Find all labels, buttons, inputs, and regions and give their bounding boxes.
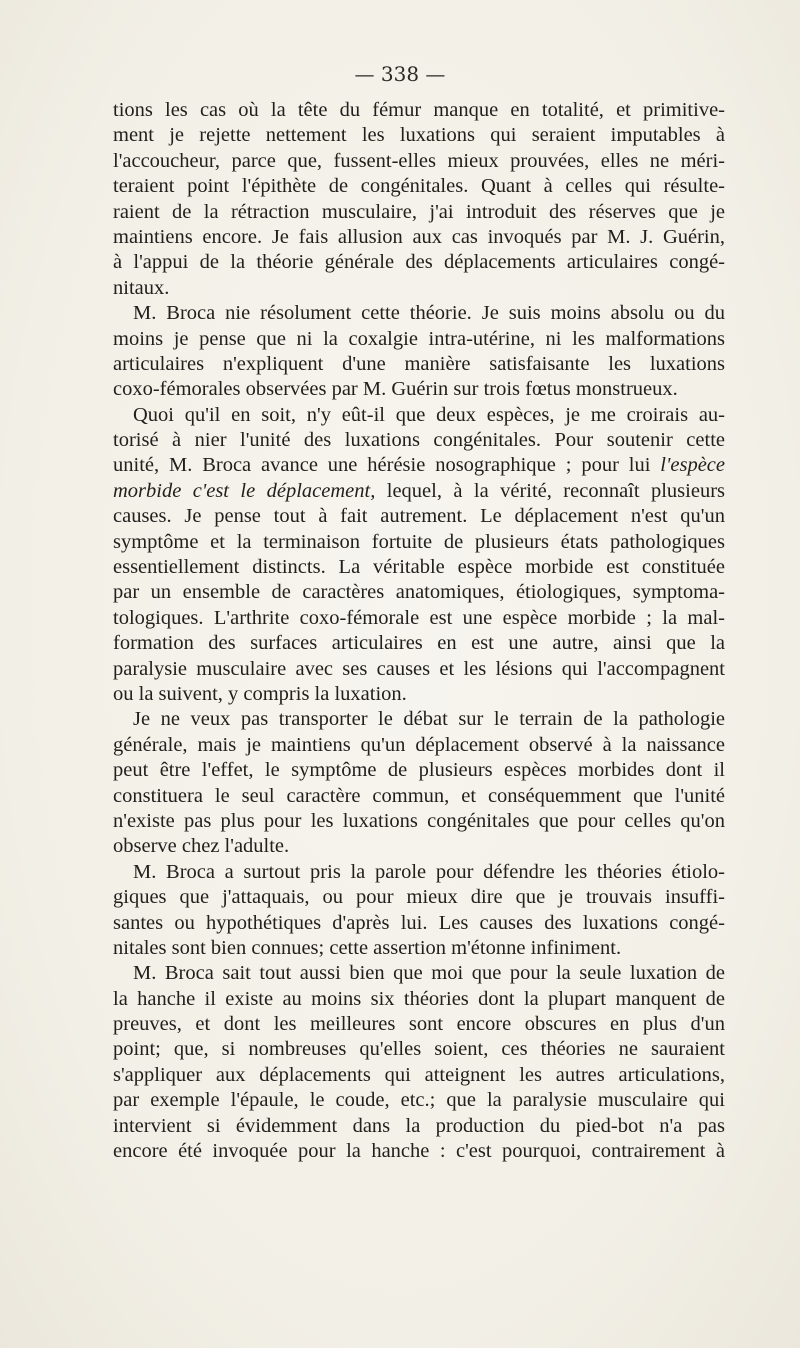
text-segment: M. Broca a surtout pris la parole pour défendre les théories étiolo- bbox=[133, 860, 725, 883]
text-segment: nitaux. bbox=[113, 276, 170, 299]
text-line bbox=[113, 707, 725, 732]
text-line bbox=[113, 1139, 725, 1164]
text-segment: Je ne veux pas transporter le débat sur le terrain de la pathologie bbox=[133, 708, 725, 731]
text-line bbox=[113, 758, 725, 783]
text-segment: unité, M. Broca avance une hérésie nosographique ; pour lui bbox=[113, 454, 661, 477]
text-segment: par un ensemble de caractères anatomiques, étiologiques, symptoma- bbox=[113, 581, 725, 604]
text-line bbox=[113, 123, 725, 148]
text-segment: formation des surfaces articulaires en est une autre, ainsi que la bbox=[113, 632, 725, 655]
text-segment: M. Broca nie résolument cette théorie. Je suis moins absolu ou du bbox=[133, 302, 725, 325]
text-segment: coxo-fémorales observées par M. Guérin sur trois fœtus monstrueux. bbox=[113, 378, 678, 401]
text-segment: articulaires n'expliquent d'une manière satisfaisante les luxations bbox=[113, 352, 725, 375]
text-line bbox=[113, 479, 725, 504]
text-line bbox=[113, 733, 725, 758]
text-segment: paralysie musculaire avec ses causes et les lésions qui l'accompagnent bbox=[113, 657, 725, 680]
text-line bbox=[113, 377, 725, 402]
text-line bbox=[113, 631, 725, 656]
text-segment: à l'appui de la théorie générale des déplacements articulaires congé- bbox=[113, 251, 725, 274]
text-segment: observe chez l'adulte. bbox=[113, 835, 290, 858]
text-line bbox=[113, 809, 725, 834]
text-line bbox=[113, 555, 725, 580]
text-segment: torisé à nier l'unité des luxations congénitales. Pour soutenir cette bbox=[113, 429, 725, 452]
text-line bbox=[113, 149, 725, 174]
text-line bbox=[113, 834, 725, 859]
text-segment: ou la suivent, y compris la luxation. bbox=[113, 682, 407, 705]
text-segment: par exemple l'épaule, le coude, etc.; que la paralysie musculaire qui bbox=[113, 1089, 725, 1112]
text-segment: M. Broca sait tout aussi bien que moi que pour la seule luxation de bbox=[133, 962, 725, 985]
text-line bbox=[113, 657, 725, 682]
text-segment: moins je pense que ni la coxalgie intra-utérine, ni les malformations bbox=[113, 327, 725, 350]
text-segment: l'accoucheur, parce que, fussent-elles mieux prouvées, elles ne méri- bbox=[113, 149, 725, 172]
text-line bbox=[113, 961, 725, 986]
text-line bbox=[113, 225, 725, 250]
text-segment: preuves, et dont les meilleures sont encore obscures en plus d'un bbox=[113, 1013, 725, 1036]
text-segment: n'existe pas plus pour les luxations congénitales que pour celles qu'on bbox=[113, 809, 725, 832]
text-line bbox=[113, 1063, 725, 1088]
text-segment: point; que, si nombreuses qu'elles soient, ces théories ne sauraient bbox=[113, 1038, 725, 1061]
text-segment: causes. Je pense tout à fait autrement. Le déplacement n'est qu'un bbox=[113, 505, 725, 528]
text-line bbox=[113, 1114, 725, 1139]
text-line bbox=[113, 606, 725, 631]
text-line bbox=[113, 530, 725, 555]
text-segment: tions les cas où la tête du fémur manque en totalité, et primitive- bbox=[113, 99, 725, 121]
body-text bbox=[113, 98, 725, 1164]
text-line bbox=[113, 352, 725, 377]
text-line bbox=[113, 911, 725, 936]
text-segment: générale, mais je maintiens qu'un déplacement observé à la naissance bbox=[113, 733, 725, 756]
text-line bbox=[113, 98, 725, 123]
text-line bbox=[113, 250, 725, 275]
text-line bbox=[113, 885, 725, 910]
text-segment: tologiques. L'arthrite coxo-fémorale est une espèce morbide ; la mal- bbox=[113, 606, 725, 629]
text-segment: teraient point l'épithète de congénitales. Quant à celles qui résulte- bbox=[113, 175, 725, 198]
text-segment: essentiellement distincts. La véritable espèce morbide est constituée bbox=[113, 556, 725, 579]
text-segment: ment je rejette nettement les luxations qui seraient imputables à bbox=[113, 124, 725, 147]
text-line bbox=[113, 580, 725, 605]
text-segment: giques que j'attaquais, ou pour mieux dire que je trouvais insuffi- bbox=[113, 886, 725, 909]
text-line bbox=[113, 428, 725, 453]
page-number: — 338 — bbox=[354, 62, 446, 86]
text-line bbox=[113, 504, 725, 529]
text-segment: nitales sont bien connues; cette assertion m'étonne infiniment. bbox=[113, 936, 622, 959]
italic-text: morbide c'est le déplacement, bbox=[113, 479, 376, 502]
text-segment: la hanche il existe au moins six théories dont la plupart manquent de bbox=[113, 987, 725, 1010]
text-segment: peut être l'effet, le symptôme de plusieurs espèces morbides dont il bbox=[113, 759, 725, 782]
text-line bbox=[113, 1088, 725, 1113]
text-segment: santes ou hypothétiques d'après lui. Les causes des luxations congé- bbox=[113, 911, 725, 934]
text-line bbox=[113, 1037, 725, 1062]
text-line bbox=[113, 860, 725, 885]
text-line bbox=[113, 453, 725, 478]
text-line bbox=[113, 276, 725, 301]
text-line bbox=[113, 936, 725, 961]
text-line bbox=[113, 987, 725, 1012]
text-segment: s'appliquer aux déplacements qui atteignent les autres articulations, bbox=[113, 1063, 725, 1086]
text-segment: constituera le seul caractère commun, et conséquemment que l'unité bbox=[113, 784, 725, 807]
text-line bbox=[113, 403, 725, 428]
text-segment: lequel, à la vérité, reconnaît plusieurs bbox=[375, 479, 726, 502]
italic-text: l'espèce bbox=[660, 454, 725, 477]
text-line bbox=[113, 784, 725, 809]
text-segment: intervient si évidemment dans la production du pied-bot n'a pas bbox=[113, 1114, 725, 1137]
text-line bbox=[113, 301, 725, 326]
text-line bbox=[113, 327, 725, 352]
text-segment: maintiens encore. Je fais allusion aux cas invoqués par M. J. Guérin, bbox=[113, 225, 725, 248]
text-line bbox=[113, 174, 725, 199]
text-segment: encore été invoquée pour la hanche : c'est pourquoi, contrairement à bbox=[113, 1140, 725, 1163]
text-line bbox=[113, 1012, 725, 1037]
text-segment: symptôme et la terminaison fortuite de plusieurs états pathologiques bbox=[113, 530, 725, 553]
text-segment: Quoi qu'il en soit, n'y eût-il que deux espèces, je me croirais au- bbox=[133, 403, 725, 426]
text-segment: raient de la rétraction musculaire, j'ai introduit des réserves que je bbox=[113, 200, 725, 223]
text-line bbox=[113, 682, 725, 707]
text-line bbox=[113, 200, 725, 225]
